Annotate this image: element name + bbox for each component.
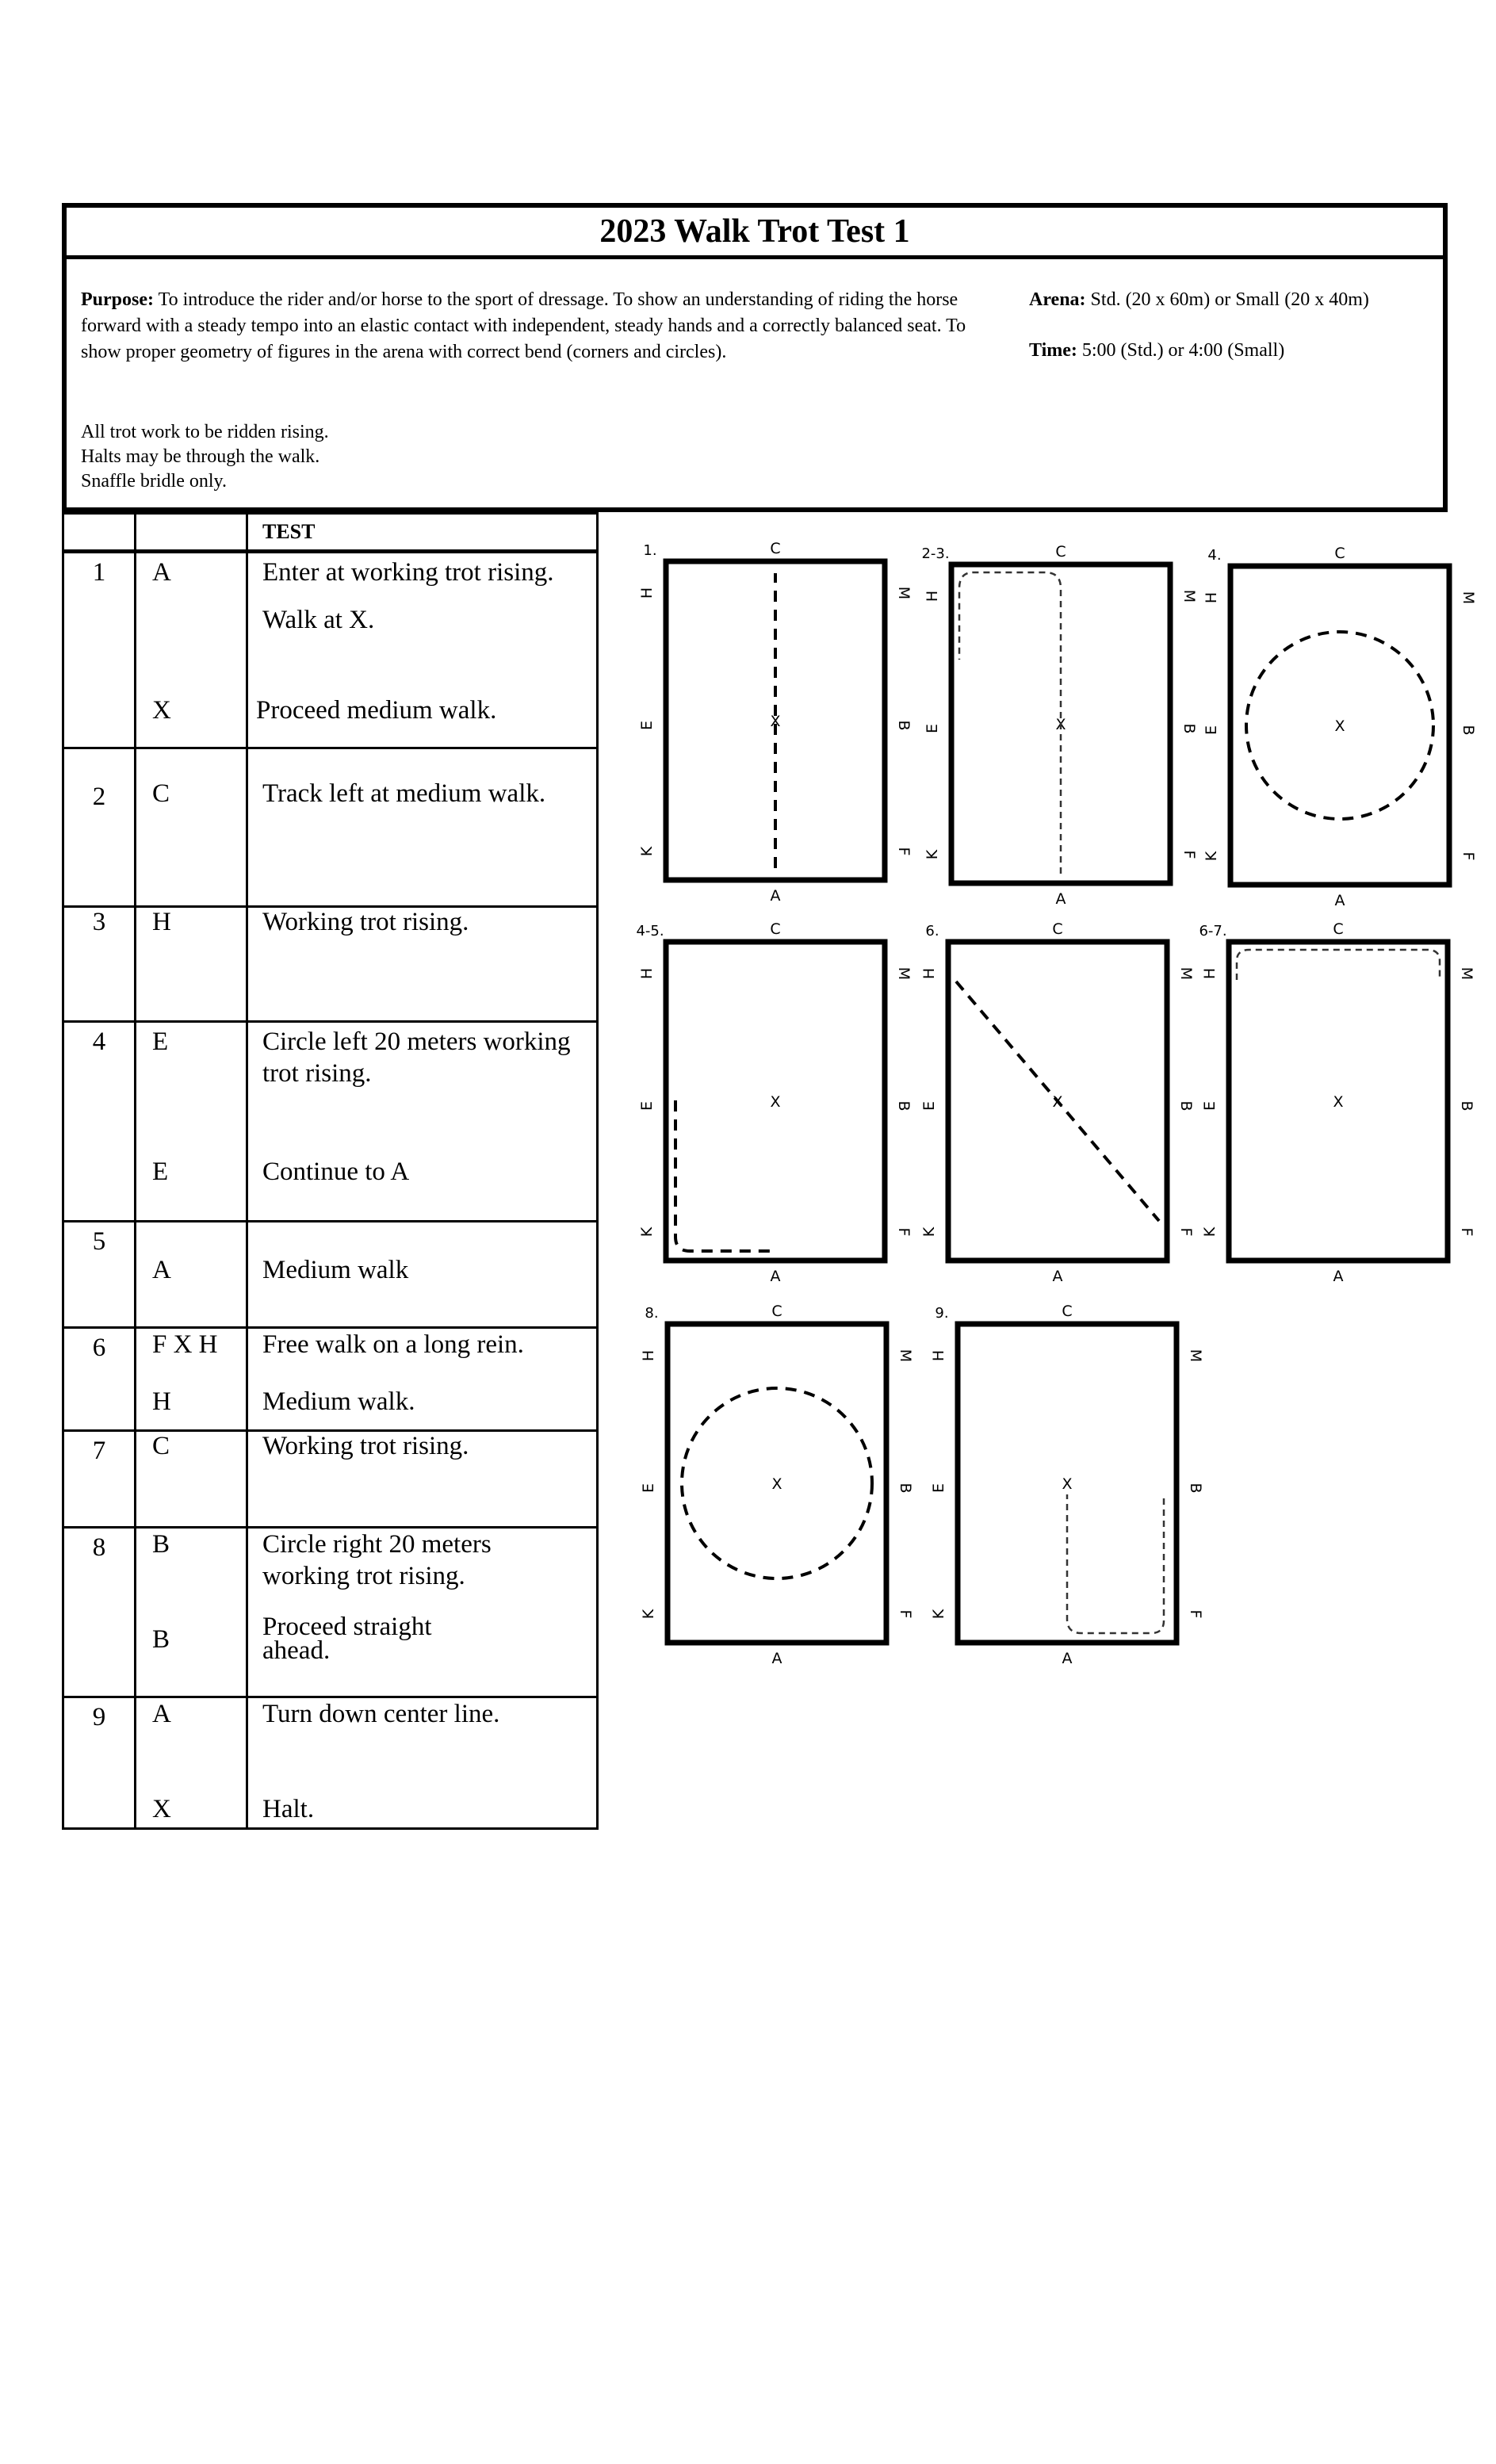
arena-label: Arena: — [1029, 289, 1086, 310]
letter-x: X — [771, 1475, 782, 1493]
row-letter: X — [152, 1795, 171, 1823]
letter-e: E — [640, 1483, 657, 1494]
letter-b: B — [895, 720, 913, 731]
letter-h: H — [1203, 591, 1220, 604]
header-cell-test: TEST — [247, 514, 598, 552]
row-letters — [136, 1528, 247, 1697]
letter-k: K — [1201, 1226, 1219, 1238]
letter-e: E — [1201, 1100, 1219, 1111]
directive-line: Walk at X. — [262, 606, 375, 634]
directive-line: Circle left 20 meters working — [262, 1027, 571, 1056]
row-letter: C — [136, 1431, 247, 1528]
letter-c: C — [1334, 545, 1345, 562]
row-letter: A — [136, 1222, 247, 1328]
row-letter: E — [152, 1157, 169, 1186]
letter-b: B — [1180, 723, 1198, 734]
letter-a: A — [1052, 1268, 1063, 1285]
arena-text: Std. (20 x 60m) or Small (20 x 40m) — [1090, 289, 1369, 310]
letter-k: K — [638, 846, 656, 857]
letter-a: A — [770, 887, 781, 905]
row-letter: B — [152, 1530, 170, 1559]
letter-a: A — [1055, 890, 1066, 908]
letter-h: H — [920, 967, 938, 980]
diagram-number-label: 1. — [643, 542, 657, 559]
letter-m: M — [1460, 591, 1477, 605]
diagram-number-label: 8. — [645, 1305, 659, 1322]
letter-f: F — [1460, 851, 1477, 861]
arena-diagrams-svg — [626, 531, 1496, 1705]
header-cell-letter — [136, 514, 247, 552]
row-letter: E — [152, 1027, 169, 1056]
row-directive — [247, 552, 598, 748]
purpose-text: To introduce the rider and/or horse to the sport of dressage. To show an understanding of riding the horse forward with a steady tempo into an elastic contact with independent, steady hands and a correctly balanced seat. To show proper geometry of figures in the arena with correct bend (corners and circles). — [81, 289, 966, 362]
letter-k: K — [640, 1609, 657, 1620]
letter-c: C — [1055, 543, 1066, 561]
letter-x: X — [770, 1093, 781, 1111]
diagram-number-label: 4. — [1207, 547, 1222, 564]
directive-line: Free walk on a long rein. — [262, 1330, 524, 1359]
letter-m: M — [897, 1349, 914, 1363]
letter-m: M — [1187, 1349, 1204, 1363]
row-number: 7 — [63, 1431, 136, 1528]
letter-m: M — [895, 586, 913, 600]
directive-line: trot rising. — [262, 1059, 372, 1088]
directive-line: working trot rising. — [262, 1562, 465, 1590]
table-row — [63, 1431, 598, 1528]
table-row — [63, 907, 598, 1022]
letter-h: H — [1201, 967, 1219, 980]
letter-f: F — [1458, 1227, 1475, 1237]
row-number: 9 — [63, 1697, 136, 1829]
row-letters — [136, 552, 247, 748]
header-cell-num — [63, 514, 136, 552]
table-header-row — [63, 514, 598, 552]
letter-e: E — [638, 720, 656, 731]
table-row — [63, 1697, 598, 1829]
row-letter: C — [136, 748, 247, 907]
row-letter: B — [152, 1625, 170, 1654]
letter-a: A — [1062, 1650, 1073, 1667]
diagram-number-label: 9. — [935, 1305, 949, 1322]
row-number: 1 — [63, 552, 136, 748]
row-number: 4 — [63, 1022, 136, 1222]
letter-m: M — [1458, 966, 1475, 981]
table-row — [63, 1222, 598, 1328]
directive-line: Working trot rising. — [247, 907, 598, 1022]
directive-line: ahead. — [262, 1636, 331, 1665]
letter-k: K — [930, 1609, 947, 1620]
letter-b: B — [1177, 1100, 1195, 1111]
purpose-label: Purpose: — [81, 289, 154, 310]
letter-c: C — [1333, 920, 1344, 938]
letter-c: C — [1052, 920, 1063, 938]
row-number: 8 — [63, 1528, 136, 1697]
diagram-number-label: 6-7. — [1199, 923, 1227, 939]
letter-h: H — [640, 1349, 657, 1362]
row-letter: A — [152, 558, 171, 587]
row-directive — [247, 1022, 598, 1222]
ride-path-h-c-m — [1237, 950, 1440, 980]
letter-c: C — [771, 1303, 782, 1320]
ride-path-track-left — [959, 572, 1061, 874]
diagram-number-label: 4-5. — [636, 923, 664, 939]
letter-a: A — [1334, 892, 1345, 909]
letter-a: A — [1333, 1268, 1344, 1285]
arena-diagrams — [626, 531, 1496, 1705]
time-text: 5:00 (Std.) or 4:00 (Small) — [1081, 340, 1285, 361]
letter-e: E — [638, 1100, 656, 1111]
table-row — [63, 552, 598, 748]
directive-line: Turn down center line. — [262, 1700, 500, 1728]
letter-m: M — [1177, 966, 1195, 981]
letter-x: X — [1062, 1475, 1073, 1493]
ride-path-centerline-halt — [1067, 1494, 1164, 1633]
letter-f: F — [895, 1227, 913, 1237]
letter-x: X — [1055, 716, 1066, 733]
diagram-number-label: 2-3. — [921, 545, 950, 562]
letter-f: F — [1177, 1227, 1195, 1237]
letter-h: H — [924, 590, 941, 603]
note-line: All trot work to be ridden rising. — [81, 422, 329, 442]
table-row — [63, 1328, 598, 1431]
test-movements-table — [62, 512, 599, 1830]
letter-k: K — [920, 1226, 938, 1238]
letter-m: M — [1180, 589, 1198, 603]
directive-line: Track left at medium walk. — [247, 748, 598, 907]
ride-path-e-to-a — [675, 1100, 777, 1251]
letter-f: F — [1180, 850, 1198, 859]
note-line: Halts may be through the walk. — [81, 446, 320, 467]
row-number: 3 — [63, 907, 136, 1022]
directive-line: Medium walk. — [262, 1387, 415, 1416]
letter-b: B — [895, 1100, 913, 1111]
row-letters — [136, 1697, 247, 1829]
letter-f: F — [895, 847, 913, 856]
letter-e: E — [1203, 725, 1220, 736]
row-letters — [136, 1022, 247, 1222]
row-directive — [247, 1528, 598, 1697]
letter-x: X — [1334, 717, 1345, 735]
table-row — [63, 748, 598, 907]
note-line: Snaffle bridle only. — [81, 471, 227, 492]
letter-e: E — [920, 1100, 938, 1111]
letter-c: C — [770, 540, 781, 557]
row-number: 5 — [63, 1222, 136, 1328]
letter-f: F — [897, 1609, 914, 1619]
directive-line: Proceed medium walk. — [256, 696, 497, 725]
table-row — [63, 1022, 598, 1222]
page-title: 2023 Walk Trot Test 1 — [67, 208, 1443, 259]
row-number: 6 — [63, 1328, 136, 1431]
directive-line: Circle right 20 meters — [262, 1530, 492, 1559]
letter-h: H — [638, 587, 656, 599]
time-label: Time: — [1029, 340, 1077, 361]
ride-path-diagonal — [956, 981, 1159, 1221]
row-letters — [136, 1328, 247, 1431]
letter-k: K — [1203, 851, 1220, 862]
letter-k: K — [638, 1226, 656, 1238]
letter-b: B — [1460, 725, 1477, 736]
letter-h: H — [930, 1349, 947, 1362]
arena-info — [1029, 287, 1369, 313]
purpose-paragraph — [81, 287, 1004, 365]
row-letter: H — [152, 1387, 171, 1416]
letter-a: A — [771, 1650, 782, 1667]
letter-b: B — [1458, 1100, 1475, 1111]
letter-x: X — [770, 713, 781, 730]
letter-c: C — [1062, 1303, 1073, 1320]
row-directive — [247, 1697, 598, 1829]
letter-a: A — [770, 1268, 781, 1285]
test-header-box — [62, 203, 1448, 512]
row-letter: H — [136, 907, 247, 1022]
row-letter: X — [152, 696, 171, 725]
row-letter: F X H — [152, 1330, 218, 1359]
letter-c: C — [770, 920, 781, 938]
directive-line: Continue to A — [262, 1157, 410, 1186]
letter-x: X — [1052, 1093, 1063, 1111]
directive-line: Halt. — [262, 1795, 315, 1823]
directive-line: Proceed straight — [262, 1613, 432, 1641]
letter-x: X — [1333, 1093, 1344, 1111]
row-letter: A — [152, 1700, 171, 1728]
letter-b: B — [1187, 1483, 1204, 1494]
directive-line: Medium walk — [247, 1222, 598, 1328]
letter-f: F — [1187, 1609, 1204, 1619]
time-info — [1029, 338, 1284, 364]
letter-b: B — [897, 1483, 914, 1494]
letter-e: E — [930, 1483, 947, 1494]
row-directive — [247, 1328, 598, 1431]
directive-line: Working trot rising. — [247, 1431, 598, 1528]
row-number: 2 — [63, 748, 136, 907]
notes — [81, 420, 329, 494]
table-row — [63, 1528, 598, 1697]
diagram-number-label: 6. — [925, 923, 939, 939]
letter-e: E — [924, 723, 941, 734]
letter-h: H — [638, 967, 656, 980]
letter-m: M — [895, 966, 913, 981]
letter-k: K — [924, 849, 941, 860]
directive-line: Enter at working trot rising. — [262, 558, 554, 587]
